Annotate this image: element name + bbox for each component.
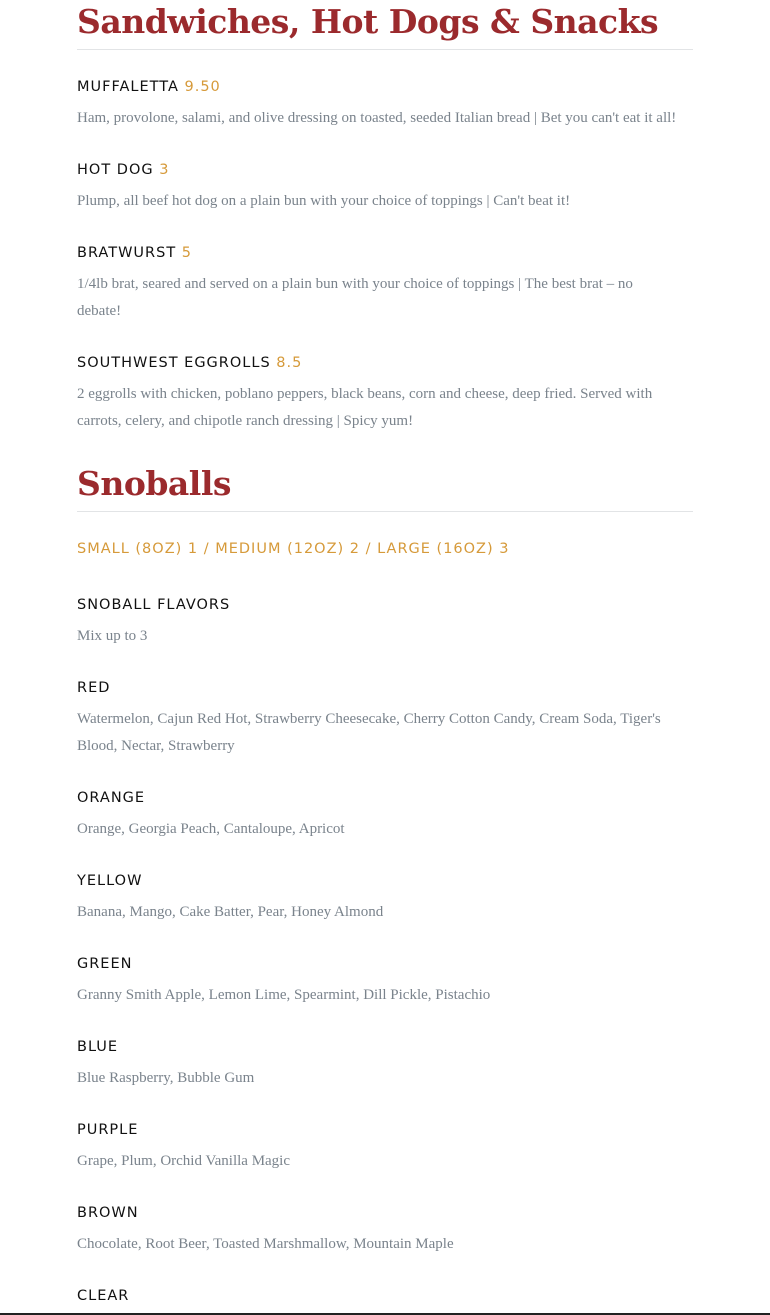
- item-description: Plump, all beef hot dog on a plain bun with your choice of toppings | Can't beat it!: [77, 193, 571, 209]
- item-name-text: SOUTHWEST EGGROLLS: [77, 355, 271, 371]
- item-price: 9.50: [184, 79, 221, 95]
- item-name: RED: [77, 680, 111, 696]
- item-description: Blue Raspberry, Bubble Gum: [77, 1070, 255, 1086]
- item-description: Banana, Mango, Cake Batter, Pear, Honey Almond: [77, 904, 384, 920]
- item-price: 5: [181, 245, 193, 261]
- item-name-text: MUFFALETTA: [77, 79, 179, 95]
- menu-item-snoball-flavors: [77, 595, 693, 650]
- menu-item-yellow: [77, 871, 693, 926]
- item-name-text: BRATWURST: [77, 245, 177, 261]
- item-name: [77, 160, 693, 180]
- item-name: YELLOW: [77, 873, 143, 889]
- menu-item-purple: [77, 1120, 693, 1175]
- item-name: PURPLE: [77, 1122, 139, 1138]
- menu-item-red: [77, 678, 682, 760]
- item-description: Orange, Georgia Peach, Cantaloupe, Apricot: [77, 821, 345, 837]
- menu-item-hot-dog: [77, 160, 693, 215]
- item-price: 3: [159, 162, 170, 178]
- menu-item-southwest-eggrolls: [77, 353, 677, 435]
- item-name: CLEAR: [77, 1288, 130, 1304]
- item-name: [77, 77, 693, 97]
- item-name: [77, 353, 677, 373]
- snoball-size-pricing: SMALL (8OZ) 1 / MEDIUM (12OZ) 2 / LARGE (16OZ) 3: [77, 541, 510, 557]
- section-title-sandwiches: Sandwiches, Hot Dogs & Snacks: [77, 2, 659, 41]
- item-description: 2 eggrolls with chicken, poblano peppers, black beans, corn and cheese, deep fried. Served with carrots, celery, and chipotle ranch dressing | Spicy yum!: [77, 386, 653, 429]
- menu-item-green: [77, 954, 693, 1009]
- menu-item-orange: [77, 788, 693, 843]
- item-description: Granny Smith Apple, Lemon Lime, Spearmint, Dill Pickle, Pistachio: [77, 987, 491, 1003]
- item-name: SNOBALL FLAVORS: [77, 597, 231, 613]
- item-name: [77, 243, 667, 263]
- section-divider: [77, 49, 693, 50]
- item-description: Ham, provolone, salami, and olive dressing on toasted, seeded Italian bread | Bet you can't eat it all!: [77, 110, 677, 126]
- section-title-snoballs: Snoballs: [77, 464, 231, 503]
- item-description: 1/4lb brat, seared and served on a plain bun with your choice of toppings | The best brat – no debate!: [77, 276, 633, 319]
- menu-item-blue: [77, 1037, 693, 1092]
- menu-item-clear: [77, 1286, 693, 1306]
- menu-item-brown: [77, 1203, 693, 1258]
- item-description: Watermelon, Cajun Red Hot, Strawberry Cheesecake, Cherry Cotton Candy, Cream Soda, Tiger's Blood, Nectar, Strawberry: [77, 711, 661, 754]
- menu-item-muffaletta: [77, 77, 693, 132]
- item-name: ORANGE: [77, 790, 146, 806]
- menu-item-bratwurst: [77, 243, 667, 325]
- item-description: Grape, Plum, Orchid Vanilla Magic: [77, 1153, 291, 1169]
- section-divider: [77, 511, 693, 512]
- item-name: BROWN: [77, 1205, 139, 1221]
- item-description: Chocolate, Root Beer, Toasted Marshmallow, Mountain Maple: [77, 1236, 454, 1252]
- item-name: GREEN: [77, 956, 133, 972]
- item-price: 8.5: [276, 355, 303, 371]
- item-description: Mix up to 3: [77, 628, 148, 644]
- item-name: BLUE: [77, 1039, 119, 1055]
- item-name-text: HOT DOG: [77, 162, 154, 178]
